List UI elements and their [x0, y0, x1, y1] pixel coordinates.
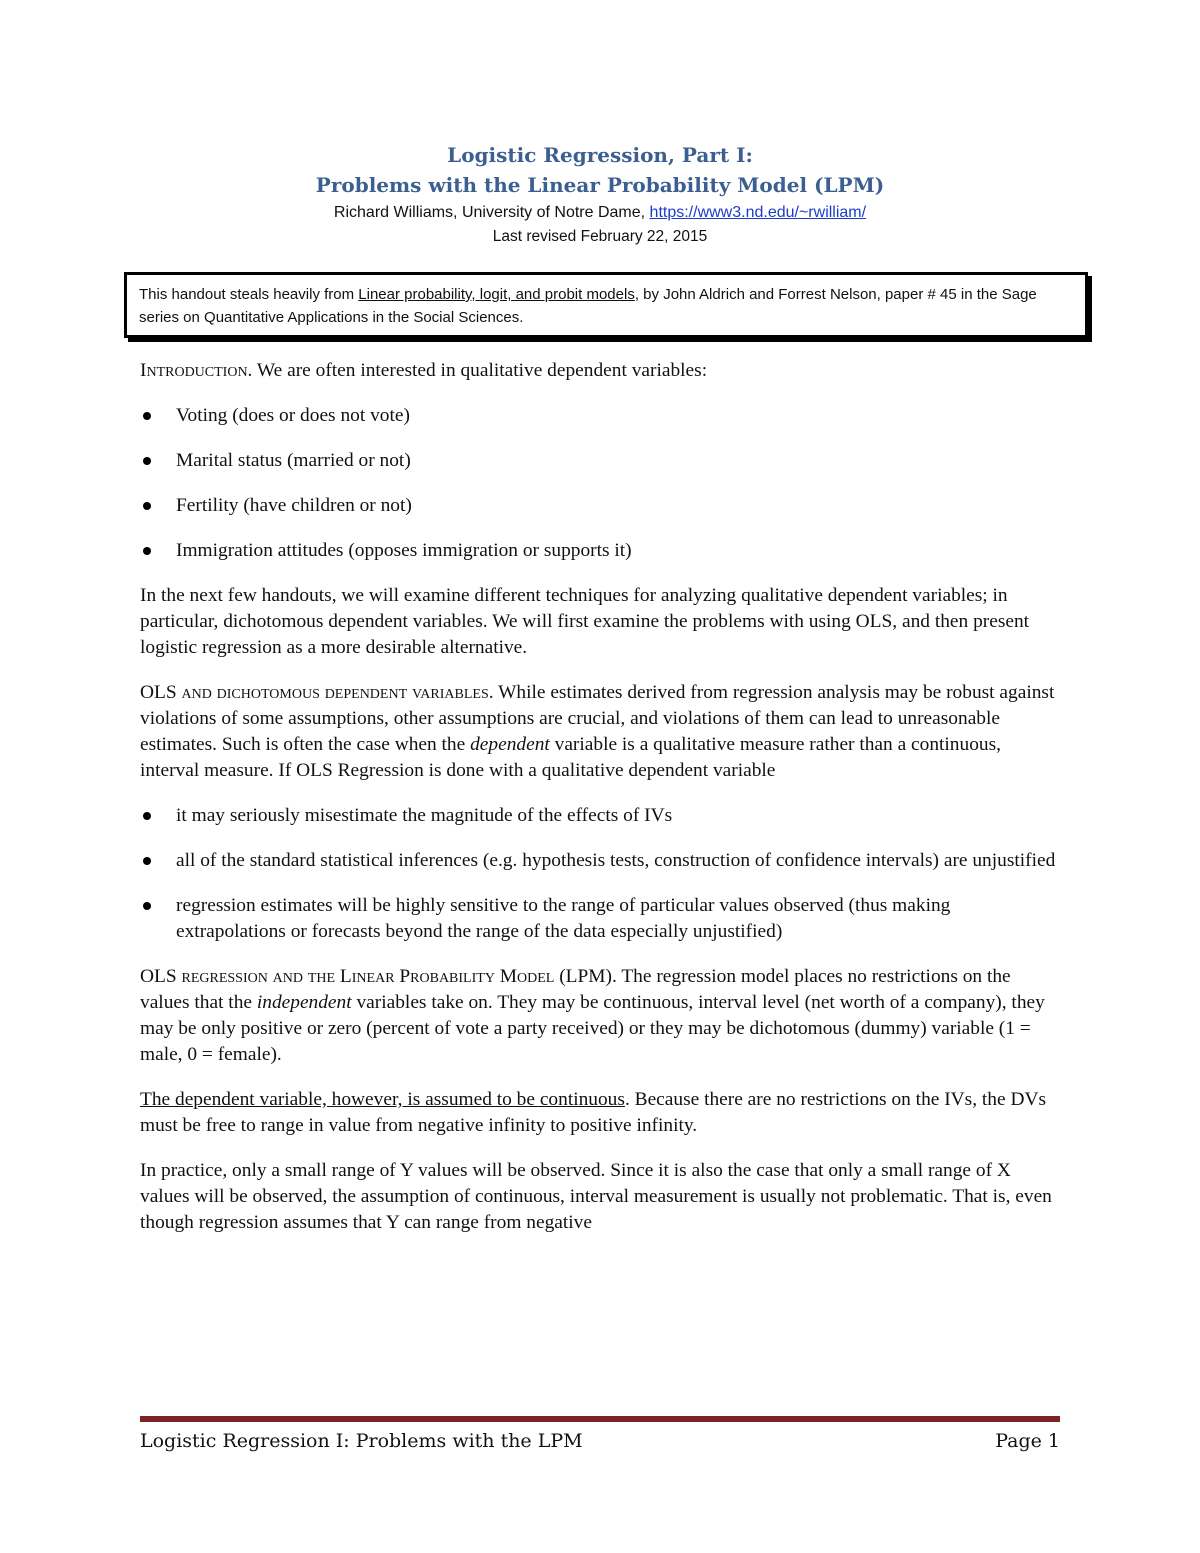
list-item-text: Fertility (have children or not) [176, 495, 412, 516]
author-name: Richard Williams, University of Notre Dame, [333, 204, 650, 221]
lpm-heading: OLS regression and the Linear Probability Model [140, 966, 555, 987]
dv-text-rest: . Because there are no restrictions on the IVs, the DVs must be free to range in value from negative infinity to positive infinity. [140, 1089, 1047, 1136]
practice-paragraph: In practice, only a small range of Y values will be observed. Since it is also the case that only a small range of X values will be observed, the assumption of continuous, interval measurement is usually not problematic. That is, even though regression assumes that Y can range from negative [140, 1160, 1052, 1233]
bullet-icon [143, 457, 151, 465]
bullet-icon [143, 812, 151, 820]
ols-heading: OLS and dichotomous dependent variables. [140, 682, 494, 703]
list-item-text: Immigration attitudes (opposes immigration or supports it) [176, 540, 632, 561]
source-notice-box [124, 272, 1088, 338]
list-item-text: Marital status (married or not) [176, 450, 411, 471]
author-url-link[interactable]: https://www3.nd.edu/~rwilliam/ [649, 204, 867, 221]
list-item [140, 538, 1060, 564]
list-item [140, 493, 1060, 519]
bullet-icon [143, 502, 151, 510]
ols-text-before: While estimates derived from regression analysis may be robust against violations of some assumptions, other assumptions are crucial, and violations of them can lead to unreasonable estimates. Such is often the case when the [140, 682, 1055, 755]
dv-underlined-text: The dependent variable, however, is assumed to be continuous [140, 1089, 625, 1110]
footer-title: Logistic Regression I: Problems with the LPM [140, 1430, 583, 1452]
title-block [0, 140, 1200, 248]
bullet-icon [143, 902, 151, 910]
page-title-line1: Logistic Regression, Part I: [447, 143, 753, 167]
ols-italic-word: dependent [470, 734, 550, 755]
lpm-text-after: variables take on. They may be continuous, interval level (net worth of a company), they may be only positive or zero (percent of vote a party received) or they may be dichotomous (dummy) variable (1 = male, 0 = female). [140, 992, 1045, 1065]
lpm-paragraph [140, 964, 1060, 1068]
notice-book-title: Linear probability, logit, and probit models [358, 286, 635, 303]
page-number: Page 1 [995, 1430, 1060, 1452]
list-item-text: Voting (does or does not vote) [176, 405, 410, 426]
bullet-icon [143, 412, 151, 420]
bullet-icon [143, 547, 151, 555]
list-item [140, 448, 1060, 474]
ols-text-after: variable is a qualitative measure rather than a continuous, interval measure. If OLS Regression is done with a qualitative dependent variable [140, 734, 1001, 781]
list-item [140, 893, 1060, 945]
ols-paragraph [140, 680, 1060, 784]
bullet-icon [143, 857, 151, 865]
intro-paragraph [140, 358, 1060, 384]
lpm-heading-abbrev: (LPM). [554, 966, 617, 987]
intro-text: We are often interested in qualitative dependent variables: [252, 360, 708, 381]
footer-divider [140, 1416, 1060, 1422]
list-item-text: all of the standard statistical inferences (e.g. hypothesis tests, construction of confidence intervals) are unjustified [176, 850, 1056, 871]
lpm-italic-word: independent [256, 992, 352, 1013]
page-title-line2: Problems with the Linear Probability Model (LPM) [315, 173, 885, 197]
notice-suffix: , by John Aldrich and Forrest Nelson, paper # 45 in the Sage series on Quantitative Applications in the Social Sciences. [139, 286, 1037, 326]
list-item-text: regression estimates will be highly sensitive to the range of particular values observed (thus making extrapolations or forecasts beyond the range of the data especially unjustified) [176, 895, 951, 942]
body-text [140, 358, 1060, 1255]
notice-prefix: This handout steals heavily from [139, 286, 359, 303]
list-item-text: it may seriously misestimate the magnitude of the effects of IVs [176, 805, 673, 826]
list-item [140, 803, 1060, 829]
intro-heading: Introduction. [140, 360, 253, 381]
dv-paragraph [140, 1087, 1060, 1139]
intro-closing-paragraph: In the next few handouts, we will examine different techniques for analyzing qualitative dependent variables; in particular, dichotomous dependent variables. We will first examine the problems with using OLS, and then present logistic regression as a more desirable alternative. [140, 585, 1030, 658]
intro-bullet-list [140, 403, 1060, 564]
lpm-text-before: The regression model places no restrictions on the values that the [140, 966, 1011, 1013]
author-line [0, 202, 1200, 224]
list-item [140, 848, 1060, 874]
list-item [140, 403, 1060, 429]
ols-bullet-list [140, 803, 1060, 945]
revised-date: Last revised February 22, 2015 [492, 228, 708, 245]
